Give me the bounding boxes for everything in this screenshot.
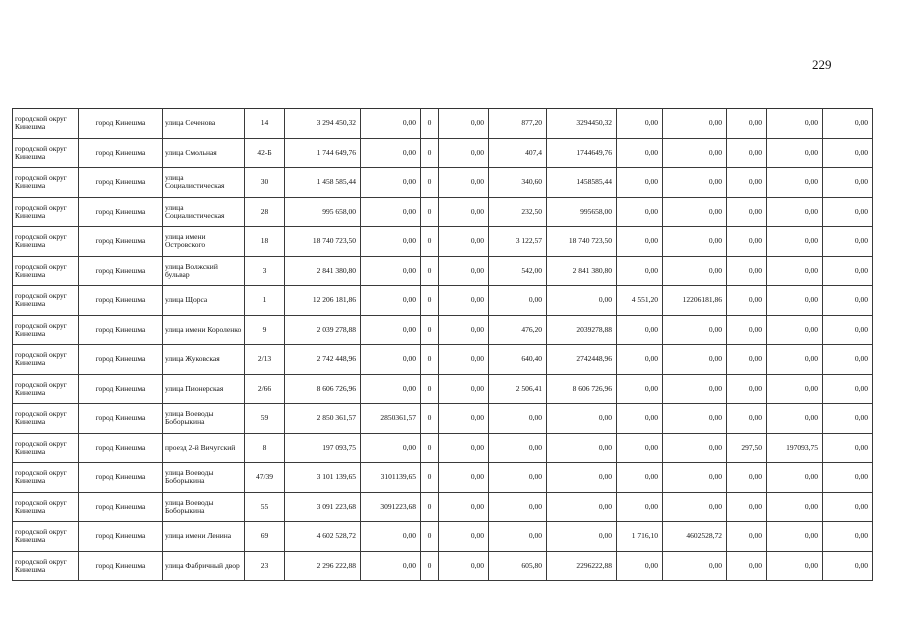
area-cell-3: 0,00 xyxy=(727,138,767,168)
city-cell: город Кинешма xyxy=(79,374,163,404)
area-cell-2: 0,00 xyxy=(617,492,663,522)
area-cell-2: 0,00 xyxy=(617,109,663,139)
cost-cell-3: 995658,00 xyxy=(547,197,617,227)
city-cell: город Кинешма xyxy=(79,492,163,522)
city-cell: город Кинешма xyxy=(79,168,163,198)
municipality-cell: городской округ Кинешма xyxy=(13,138,79,168)
total-cost-cell: 3 101 139,65 xyxy=(285,463,361,493)
cost-cell-6: 0,00 xyxy=(823,286,873,316)
cost-cell-2: 0,00 xyxy=(439,315,489,345)
municipality-cell: городской округ Кинешма xyxy=(13,551,79,581)
cost-cell-5: 0,00 xyxy=(767,551,823,581)
table-body xyxy=(13,109,873,581)
count-cell: 0 xyxy=(421,551,439,581)
cost-cell-5: 0,00 xyxy=(767,227,823,257)
cost-cell-5: 0,00 xyxy=(767,256,823,286)
area-cell-2: 0,00 xyxy=(617,551,663,581)
house-number-cell: 30 xyxy=(245,168,285,198)
street-cell: улица Воеводы Боборыкина xyxy=(163,463,245,493)
cost-cell-2: 0,00 xyxy=(439,492,489,522)
cost-cell-3: 0,00 xyxy=(547,404,617,434)
cost-cell-3: 0,00 xyxy=(547,433,617,463)
cost-cell-5: 0,00 xyxy=(767,522,823,552)
count-cell: 0 xyxy=(421,227,439,257)
cost-cell-4: 0,00 xyxy=(663,138,727,168)
cost-cell-1: 0,00 xyxy=(361,256,421,286)
cost-cell-5: 0,00 xyxy=(767,197,823,227)
count-cell: 0 xyxy=(421,286,439,316)
table-row xyxy=(13,168,873,198)
table-row xyxy=(13,345,873,375)
area-cell-2: 0,00 xyxy=(617,138,663,168)
count-cell: 0 xyxy=(421,168,439,198)
total-cost-cell: 1 744 649,76 xyxy=(285,138,361,168)
cost-cell-2: 0,00 xyxy=(439,404,489,434)
city-cell: город Кинешма xyxy=(79,433,163,463)
area-cell-3: 0,00 xyxy=(727,315,767,345)
cost-cell-2: 0,00 xyxy=(439,345,489,375)
cost-cell-2: 0,00 xyxy=(439,109,489,139)
cost-cell-6: 0,00 xyxy=(823,168,873,198)
count-cell: 0 xyxy=(421,138,439,168)
cost-cell-3: 8 606 726,96 xyxy=(547,374,617,404)
area-cell-2: 0,00 xyxy=(617,315,663,345)
area-cell-3: 0,00 xyxy=(727,463,767,493)
area-cell-1: 3 122,57 xyxy=(489,227,547,257)
street-cell: улица Жуковская xyxy=(163,345,245,375)
total-cost-cell: 3 091 223,68 xyxy=(285,492,361,522)
area-cell-3: 0,00 xyxy=(727,492,767,522)
cost-cell-2: 0,00 xyxy=(439,522,489,552)
area-cell-1: 542,00 xyxy=(489,256,547,286)
cost-cell-1: 0,00 xyxy=(361,109,421,139)
count-cell: 0 xyxy=(421,463,439,493)
area-cell-1: 2 506,41 xyxy=(489,374,547,404)
cost-cell-4: 0,00 xyxy=(663,551,727,581)
city-cell: город Кинешма xyxy=(79,256,163,286)
cost-cell-5: 197093,75 xyxy=(767,433,823,463)
cost-cell-6: 0,00 xyxy=(823,433,873,463)
municipality-cell: городской округ Кинешма xyxy=(13,463,79,493)
count-cell: 0 xyxy=(421,404,439,434)
street-cell: улица Социалистическая xyxy=(163,168,245,198)
street-cell: улица Социалистическая xyxy=(163,197,245,227)
area-cell-3: 0,00 xyxy=(727,109,767,139)
cost-cell-5: 0,00 xyxy=(767,109,823,139)
cost-cell-6: 0,00 xyxy=(823,522,873,552)
house-number-cell: 1 xyxy=(245,286,285,316)
table-row xyxy=(13,286,873,316)
area-cell-1: 0,00 xyxy=(489,463,547,493)
city-cell: город Кинешма xyxy=(79,345,163,375)
area-cell-1: 340,60 xyxy=(489,168,547,198)
count-cell: 0 xyxy=(421,197,439,227)
cost-cell-2: 0,00 xyxy=(439,463,489,493)
table-row xyxy=(13,404,873,434)
city-cell: город Кинешма xyxy=(79,463,163,493)
data-table xyxy=(12,108,873,581)
area-cell-1: 0,00 xyxy=(489,433,547,463)
total-cost-cell: 2 742 448,96 xyxy=(285,345,361,375)
cost-cell-1: 0,00 xyxy=(361,345,421,375)
area-cell-3: 0,00 xyxy=(727,227,767,257)
city-cell: город Кинешма xyxy=(79,197,163,227)
cost-cell-1: 0,00 xyxy=(361,227,421,257)
municipality-cell: городской округ Кинешма xyxy=(13,109,79,139)
municipality-cell: городской округ Кинешма xyxy=(13,227,79,257)
house-number-cell: 3 xyxy=(245,256,285,286)
area-cell-2: 0,00 xyxy=(617,227,663,257)
cost-cell-6: 0,00 xyxy=(823,197,873,227)
cost-cell-3: 3294450,32 xyxy=(547,109,617,139)
cost-cell-2: 0,00 xyxy=(439,256,489,286)
area-cell-3: 297,50 xyxy=(727,433,767,463)
total-cost-cell: 2 841 380,80 xyxy=(285,256,361,286)
cost-cell-5: 0,00 xyxy=(767,374,823,404)
cost-cell-4: 0,00 xyxy=(663,345,727,375)
cost-cell-5: 0,00 xyxy=(767,463,823,493)
cost-cell-1: 3101139,65 xyxy=(361,463,421,493)
house-number-cell: 18 xyxy=(245,227,285,257)
total-cost-cell: 18 740 723,50 xyxy=(285,227,361,257)
cost-cell-6: 0,00 xyxy=(823,138,873,168)
cost-cell-3: 1744649,76 xyxy=(547,138,617,168)
street-cell: улица Воеводы Боборыкина xyxy=(163,492,245,522)
cost-cell-4: 0,00 xyxy=(663,404,727,434)
street-cell: улица имени Ленина xyxy=(163,522,245,552)
city-cell: город Кинешма xyxy=(79,138,163,168)
cost-cell-4: 0,00 xyxy=(663,433,727,463)
municipality-cell: городской округ Кинешма xyxy=(13,286,79,316)
cost-cell-6: 0,00 xyxy=(823,345,873,375)
cost-cell-1: 0,00 xyxy=(361,374,421,404)
area-cell-1: 877,20 xyxy=(489,109,547,139)
total-cost-cell: 2 850 361,57 xyxy=(285,404,361,434)
area-cell-3: 0,00 xyxy=(727,286,767,316)
table-row xyxy=(13,315,873,345)
area-cell-1: 407,4 xyxy=(489,138,547,168)
cost-cell-1: 0,00 xyxy=(361,551,421,581)
city-cell: город Кинешма xyxy=(79,109,163,139)
cost-cell-6: 0,00 xyxy=(823,227,873,257)
count-cell: 0 xyxy=(421,315,439,345)
cost-cell-2: 0,00 xyxy=(439,433,489,463)
house-number-cell: 2/13 xyxy=(245,345,285,375)
cost-cell-5: 0,00 xyxy=(767,138,823,168)
street-cell: улица имени Островского xyxy=(163,227,245,257)
house-number-cell: 59 xyxy=(245,404,285,434)
house-number-cell: 69 xyxy=(245,522,285,552)
house-number-cell: 8 xyxy=(245,433,285,463)
table-row xyxy=(13,138,873,168)
street-cell: проезд 2-й Вичугский xyxy=(163,433,245,463)
cost-cell-1: 2850361,57 xyxy=(361,404,421,434)
street-cell: улица Фабричный двор xyxy=(163,551,245,581)
table-row xyxy=(13,197,873,227)
cost-cell-5: 0,00 xyxy=(767,168,823,198)
cost-cell-4: 0,00 xyxy=(663,227,727,257)
municipality-cell: городской округ Кинешма xyxy=(13,404,79,434)
area-cell-2: 1 716,10 xyxy=(617,522,663,552)
cost-cell-6: 0,00 xyxy=(823,256,873,286)
total-cost-cell: 12 206 181,86 xyxy=(285,286,361,316)
cost-cell-4: 12206181,86 xyxy=(663,286,727,316)
cost-cell-2: 0,00 xyxy=(439,286,489,316)
cost-cell-2: 0,00 xyxy=(439,197,489,227)
house-number-cell: 9 xyxy=(245,315,285,345)
cost-cell-4: 0,00 xyxy=(663,109,727,139)
street-cell: улица имени Короленко xyxy=(163,315,245,345)
table-row xyxy=(13,227,873,257)
cost-cell-5: 0,00 xyxy=(767,345,823,375)
area-cell-1: 0,00 xyxy=(489,286,547,316)
area-cell-3: 0,00 xyxy=(727,551,767,581)
count-cell: 0 xyxy=(421,374,439,404)
cost-cell-4: 0,00 xyxy=(663,256,727,286)
area-cell-1: 605,80 xyxy=(489,551,547,581)
table-row xyxy=(13,256,873,286)
total-cost-cell: 3 294 450,32 xyxy=(285,109,361,139)
cost-cell-1: 0,00 xyxy=(361,286,421,316)
cost-cell-6: 0,00 xyxy=(823,404,873,434)
total-cost-cell: 995 658,00 xyxy=(285,197,361,227)
cost-cell-3: 0,00 xyxy=(547,286,617,316)
area-cell-1: 232,50 xyxy=(489,197,547,227)
cost-cell-6: 0,00 xyxy=(823,551,873,581)
cost-cell-4: 0,00 xyxy=(663,463,727,493)
area-cell-3: 0,00 xyxy=(727,404,767,434)
count-cell: 0 xyxy=(421,522,439,552)
area-cell-3: 0,00 xyxy=(727,522,767,552)
cost-cell-2: 0,00 xyxy=(439,168,489,198)
cost-cell-6: 0,00 xyxy=(823,492,873,522)
house-number-cell: 2/66 xyxy=(245,374,285,404)
total-cost-cell: 2 296 222,88 xyxy=(285,551,361,581)
cost-cell-5: 0,00 xyxy=(767,286,823,316)
area-cell-2: 0,00 xyxy=(617,374,663,404)
house-number-cell: 28 xyxy=(245,197,285,227)
city-cell: город Кинешма xyxy=(79,286,163,316)
area-cell-3: 0,00 xyxy=(727,197,767,227)
table-row xyxy=(13,109,873,139)
area-cell-3: 0,00 xyxy=(727,168,767,198)
city-cell: город Кинешма xyxy=(79,551,163,581)
cost-cell-2: 0,00 xyxy=(439,551,489,581)
cost-cell-5: 0,00 xyxy=(767,315,823,345)
city-cell: город Кинешма xyxy=(79,522,163,552)
area-cell-3: 0,00 xyxy=(727,374,767,404)
cost-cell-6: 0,00 xyxy=(823,315,873,345)
count-cell: 0 xyxy=(421,492,439,522)
street-cell: улица Сеченова xyxy=(163,109,245,139)
area-cell-3: 0,00 xyxy=(727,256,767,286)
cost-cell-1: 0,00 xyxy=(361,138,421,168)
municipality-cell: городской округ Кинешма xyxy=(13,197,79,227)
cost-cell-6: 0,00 xyxy=(823,374,873,404)
area-cell-2: 0,00 xyxy=(617,168,663,198)
area-cell-2: 0,00 xyxy=(617,433,663,463)
cost-cell-3: 2 841 380,80 xyxy=(547,256,617,286)
cost-cell-5: 0,00 xyxy=(767,492,823,522)
cost-cell-6: 0,00 xyxy=(823,463,873,493)
area-cell-2: 0,00 xyxy=(617,463,663,493)
house-number-cell: 55 xyxy=(245,492,285,522)
cost-cell-4: 0,00 xyxy=(663,197,727,227)
cost-cell-3: 0,00 xyxy=(547,492,617,522)
municipality-cell: городской округ Кинешма xyxy=(13,522,79,552)
house-number-cell: 23 xyxy=(245,551,285,581)
count-cell: 0 xyxy=(421,433,439,463)
cost-cell-4: 4602528,72 xyxy=(663,522,727,552)
city-cell: город Кинешма xyxy=(79,315,163,345)
area-cell-2: 0,00 xyxy=(617,197,663,227)
cost-cell-3: 18 740 723,50 xyxy=(547,227,617,257)
table-row xyxy=(13,463,873,493)
total-cost-cell: 4 602 528,72 xyxy=(285,522,361,552)
table-row xyxy=(13,374,873,404)
page-number: 229 xyxy=(812,57,832,72)
area-cell-1: 0,00 xyxy=(489,492,547,522)
cost-cell-4: 0,00 xyxy=(663,374,727,404)
cost-cell-5: 0,00 xyxy=(767,404,823,434)
house-number-cell: 42-Б xyxy=(245,138,285,168)
street-cell: улица Смольная xyxy=(163,138,245,168)
area-cell-1: 0,00 xyxy=(489,404,547,434)
cost-cell-4: 0,00 xyxy=(663,168,727,198)
cost-cell-1: 0,00 xyxy=(361,315,421,345)
total-cost-cell: 1 458 585,44 xyxy=(285,168,361,198)
street-cell: улица Щорса xyxy=(163,286,245,316)
cost-cell-3: 0,00 xyxy=(547,463,617,493)
house-number-cell: 47/39 xyxy=(245,463,285,493)
area-cell-2: 4 551,20 xyxy=(617,286,663,316)
cost-cell-1: 0,00 xyxy=(361,522,421,552)
municipality-cell: городской округ Кинешма xyxy=(13,374,79,404)
cost-cell-3: 0,00 xyxy=(547,522,617,552)
total-cost-cell: 2 039 278,88 xyxy=(285,315,361,345)
count-cell: 0 xyxy=(421,109,439,139)
cost-cell-3: 1458585,44 xyxy=(547,168,617,198)
area-cell-2: 0,00 xyxy=(617,345,663,375)
cost-cell-3: 2039278,88 xyxy=(547,315,617,345)
count-cell: 0 xyxy=(421,256,439,286)
municipality-cell: городской округ Кинешма xyxy=(13,345,79,375)
street-cell: улица Воеводы Боборыкина xyxy=(163,404,245,434)
table-row xyxy=(13,551,873,581)
area-cell-2: 0,00 xyxy=(617,256,663,286)
street-cell: улица Пионерская xyxy=(163,374,245,404)
street-cell: улица Волжский бульвар xyxy=(163,256,245,286)
municipality-cell: городской округ Кинешма xyxy=(13,168,79,198)
area-cell-3: 0,00 xyxy=(727,345,767,375)
total-cost-cell: 197 093,75 xyxy=(285,433,361,463)
cost-cell-2: 0,00 xyxy=(439,374,489,404)
area-cell-1: 640,40 xyxy=(489,345,547,375)
area-cell-2: 0,00 xyxy=(617,404,663,434)
cost-cell-3: 2742448,96 xyxy=(547,345,617,375)
municipality-cell: городской округ Кинешма xyxy=(13,256,79,286)
area-cell-1: 476,20 xyxy=(489,315,547,345)
city-cell: город Кинешма xyxy=(79,227,163,257)
area-cell-1: 0,00 xyxy=(489,522,547,552)
cost-cell-1: 3091223,68 xyxy=(361,492,421,522)
cost-cell-1: 0,00 xyxy=(361,433,421,463)
cost-cell-2: 0,00 xyxy=(439,227,489,257)
house-number-cell: 14 xyxy=(245,109,285,139)
cost-cell-4: 0,00 xyxy=(663,315,727,345)
cost-cell-1: 0,00 xyxy=(361,197,421,227)
table-row xyxy=(13,433,873,463)
cost-cell-2: 0,00 xyxy=(439,138,489,168)
count-cell: 0 xyxy=(421,345,439,375)
municipality-cell: городской округ Кинешма xyxy=(13,492,79,522)
municipality-cell: городской округ Кинешма xyxy=(13,315,79,345)
cost-cell-1: 0,00 xyxy=(361,168,421,198)
table-row xyxy=(13,492,873,522)
total-cost-cell: 8 606 726,96 xyxy=(285,374,361,404)
cost-cell-6: 0,00 xyxy=(823,109,873,139)
municipality-cell: городской округ Кинешма xyxy=(13,433,79,463)
cost-cell-3: 2296222,88 xyxy=(547,551,617,581)
table-row xyxy=(13,522,873,552)
city-cell: город Кинешма xyxy=(79,404,163,434)
cost-cell-4: 0,00 xyxy=(663,492,727,522)
